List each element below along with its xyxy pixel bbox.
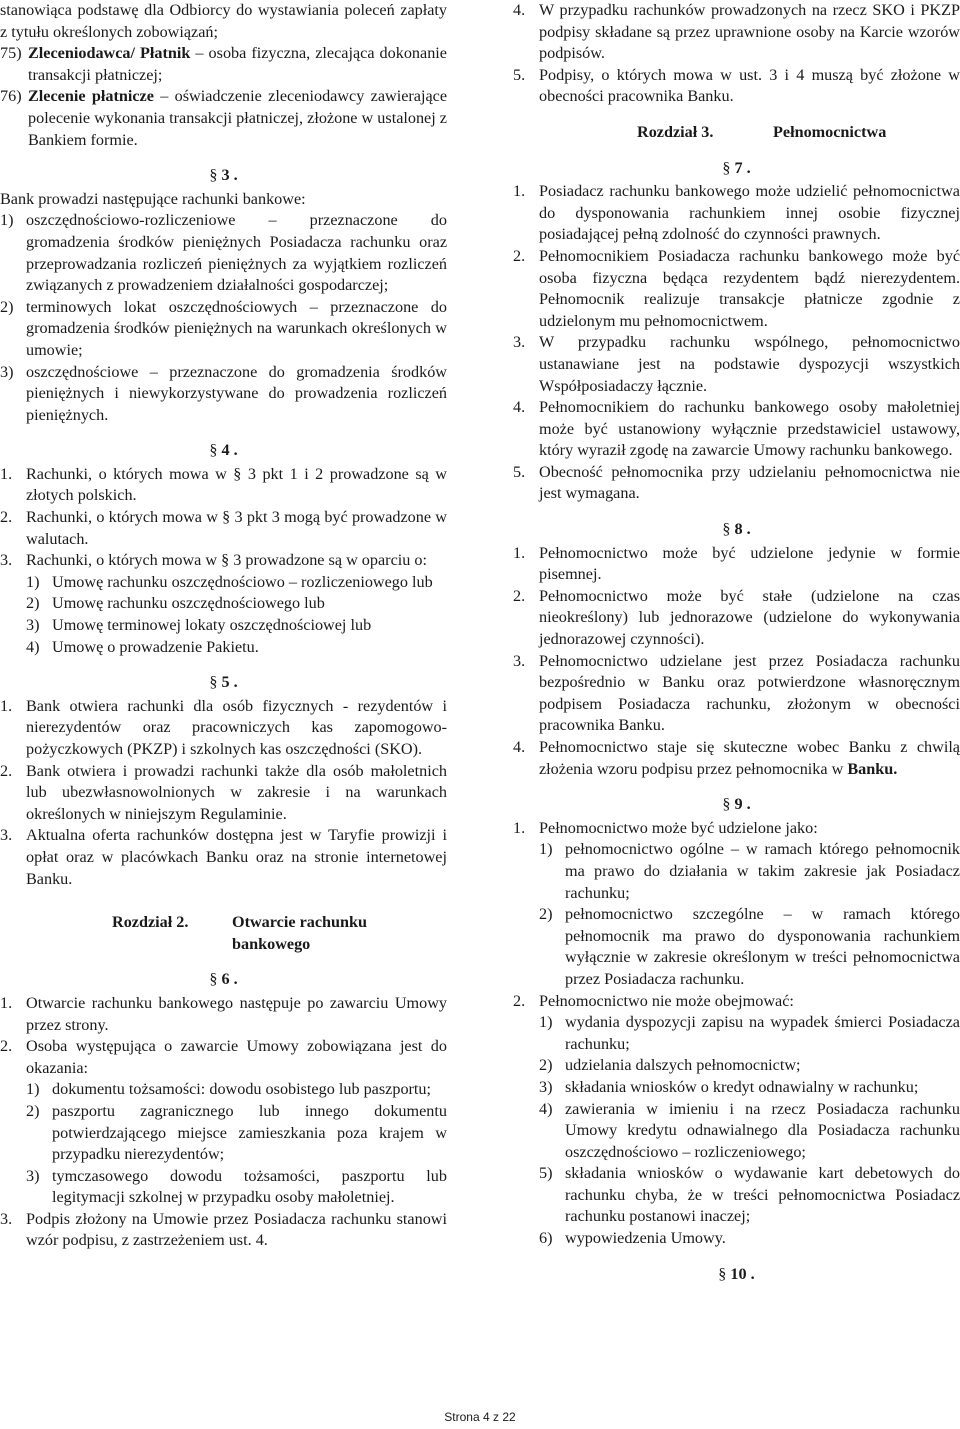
left-column [0,0,447,1252]
list-item: 1. Pełnomocnictwo może być udzielone jedynie w formie pisemnej. [513,543,960,584]
list-item: 4. W przypadku rachunków prowadzonych na rzecz SKO i PKZP podpisy składane są przez uprawnione osoby na Karcie wzorów podpisów. [513,1,960,63]
list-item: 2. Rachunki, o których mowa w § 3 pkt 3 mogą być prowadzone w walutach. [0,508,447,548]
section-heading-5: § 5 . [209,673,238,692]
list-item: 2. Pełnomocnikiem Posiadacza rachunku bankowego może być osoba fizyczna będąca rezydentem bądź nierezydentem. Pełnomocnik realizuje transakcje płatnicze zgodnie z udzielonym mu pełnomocnictwem. [513,246,960,330]
sub-list-item: 5) składania wniosków o wydawanie kart debetowych do rachunku chyba, że w treści pełnomocnictwa Posiadacz rachunku postanowi inaczej; [539,1164,960,1226]
list-item: 2. Pełnomocnictwo nie może obejmować: [513,991,794,1010]
list-item: 1. Posiadacz rachunku bankowego może udzielić pełnomocnictwa do dysponowania rachunkiem innej osobie fizycznej posiadającej pełną zdolność do czynności prawnych. [513,182,960,244]
list-item: 5. Obecność pełnomocnika przy udzielaniu pełnomocnictwa nie jest wymagana. [513,462,960,503]
sub-list-item: 4) Umowę o prowadzenie Pakietu. [26,637,259,656]
list-item: 1) oszczędnościowo-rozliczeniowe – przeznaczone do gromadzenia środków pieniężnych Posiadacza rachunku oraz przeprowadzania rozliczeń pieniężnych za wyjątkiem rozliczeń związanych z prowadzeniem działalności gospodarczej; [0,211,447,295]
list-item: 3) oszczędnościowe – przeznaczone do gromadzenia środków pieniężnych i niewykorzystywane do prowadzenia rozliczeń pieniężnych. [0,362,447,424]
definition-76: 76) Zlecenie płatnicze – oświadczenie zleceniodawcy zawierające polecenie wykonania transakcji płatniczej, złożone w ustalonej z Bankiem formie. [0,87,448,149]
right-column [513,0,960,1287]
sub-list-item: 3) Umowę terminowej lokaty oszczędnościowej lub [26,616,372,635]
section-heading-4: § 4 . [209,441,238,460]
list-item: 4. Pełnomocnikiem do rachunku bankowego osoby małoletniej może być ustanowiony wyłącznie przedstawiciel ustawowy, który wyraził zgodę na zawarcie Umowy rachunku bankowego. [513,398,960,460]
sub-list-item: 1) Umowę rachunku oszczędnościowo – rozliczeniowego lub [26,572,433,591]
list-item: 1. Bank otwiera rachunki dla osób fizycznych - rezydentów i nierezydentów oraz pracowniczych kas zapomogowo-pożyczkowych (PKZP) i szkolnych kas oszczędności (SKO). [0,696,447,758]
list-item: 2. Bank otwiera i prowadzi rachunki także dla osób małoletnich lub ubezwłasnowolnionych w zakresie i na warunkach określonych w niniejszym Regulaminie. [0,761,447,823]
list-item: 2. Osoba występująca o zawarcie Umowy zobowiązana jest do okazania: [0,1037,447,1077]
chapter-2-heading: Rozdział 2. Otwarcie rachunku bankowego [112,913,368,953]
sub-list-item: 2) paszportu zagranicznego lub innego dokumentu potwierdzającego miejsce zamieszkania poza krajem w przypadku nierezydentów; [26,1101,447,1164]
sub-list-item: 2) pełnomocnictwo szczególne – w ramach którego pełnomocnik ma prawo do dysponowania rachunkiem wyłącznie w zakresie określonym w treści pełnomocnictwa przez Posiadacza rachunku. [539,905,960,988]
section-3-intro: Bank prowadzi następujące rachunki bankowe: [0,189,306,208]
section-heading-6: § 6 . [209,970,238,989]
list-item: 1. Otwarcie rachunku bankowego następuje po zawarciu Umowy przez strony. [0,993,447,1034]
definition-74-continuation: stanowiąca podstawę dla Odbiorcy do wystawiania poleceń zapłaty z tytułu określonych zobowiązań; [0,1,447,41]
section-heading-9: § 9 . [722,795,751,814]
definition-75: 75) Zleceniodawca/ Płatnik – osoba fizyczna, zlecająca dokonanie transakcji płatniczej; [0,44,447,84]
list-item: 1. Pełnomocnictwo może być udzielone jako: [513,818,818,837]
sub-list-item: 3) tymczasowego dowodu tożsamości, paszportu lub legitymacji szkolnej w przypadku osoby małoletniej. [26,1166,447,1207]
sub-list-item: 2) Umowę rachunku oszczędnościowego lub [26,594,325,613]
section-heading-8: § 8 . [722,520,751,539]
list-item: 3. Podpis złożony na Umowie przez Posiadacza rachunku stanowi wzór podpisu, z zastrzeżeniem ust. 4. [0,1209,447,1250]
sub-list-item: 1) wydania dyspozycji zapisu na wypadek śmierci Posiadacza rachunku; [539,1013,960,1053]
section-heading-3: § 3 . [209,166,238,185]
sub-list-item: 6) wypowiedzenia Umowy. [539,1229,726,1248]
sub-list-item: 1) dokumentu tożsamości: dowodu osobistego lub paszportu; [26,1080,432,1099]
section-heading-7: § 7 . [722,158,751,177]
list-item: 5. Podpisy, o których mowa w ust. 3 i 4 muszą być złożone w obecności pracownika Banku. [513,65,960,106]
chapter-3-heading: Rozdział 3. Pełnomocnictwa [637,122,887,141]
list-item: 3. Aktualna oferta rachunków dostępna jest w Taryfie prowizji i opłat oraz w placówkach Banku oraz na stronie internetowej Banku. [0,826,447,888]
sub-list-item: 1) pełnomocnictwo ogólne – w ramach którego pełnomocnik ma prawo do działania w takim zakresie jak Posiadacz rachunku; [539,840,960,902]
sub-list-item: 4) zawierania w imieniu i na rzecz Posiadacza rachunku Umowy kredytu odnawialnego dla Posiadacza rachunku oszczędnościowo – rozliczeniowego; [539,1099,960,1161]
list-item: 2. Pełnomocnictwo może być stałe (udzielone na czas nieokreślony) lub jednorazowe (udzielone do wykonywania jednorazowej czynności). [513,586,960,649]
page-number-footer: Strona 4 z 22 [444,1410,516,1424]
sub-list-item: 3) składania wniosków o kredyt odnawialny w rachunku; [539,1077,919,1096]
list-item: 1. Rachunki, o których mowa w § 3 pkt 1 i 2 prowadzone są w złotych polskich. [0,464,447,505]
list-item: 3. Pełnomocnictwo udzielane jest przez Posiadacza rachunku bezpośrednio w Banku oraz potwierdzone własnoręcznym podpisem Posiadacza rachunku, złożonym w obecności pracownika Banku. [513,651,960,735]
section-heading-10: § 10 . [718,1264,755,1283]
list-item: 4. Pełnomocnictwo staje się skuteczne wobec Banku z chwilą złożenia wzoru podpisu przez pełnomocnika w Banku. [513,738,960,778]
list-item: 3. Rachunki, o których mowa w § 3 prowadzone są w oparciu o: [0,551,427,570]
list-item: 3. W przypadku rachunku wspólnego, pełnomocnictwo ustanawiane jest na podstawie dyspozycji wszystkich Współposiadaczy łącznie. [513,333,960,395]
sub-list-item: 2) udzielania dalszych pełnomocnictw; [539,1056,801,1075]
list-item: 2) terminowych lokat oszczędnościowych – przeznaczone do gromadzenia środków pieniężnych na warunkach określonych w umowie; [0,297,447,359]
